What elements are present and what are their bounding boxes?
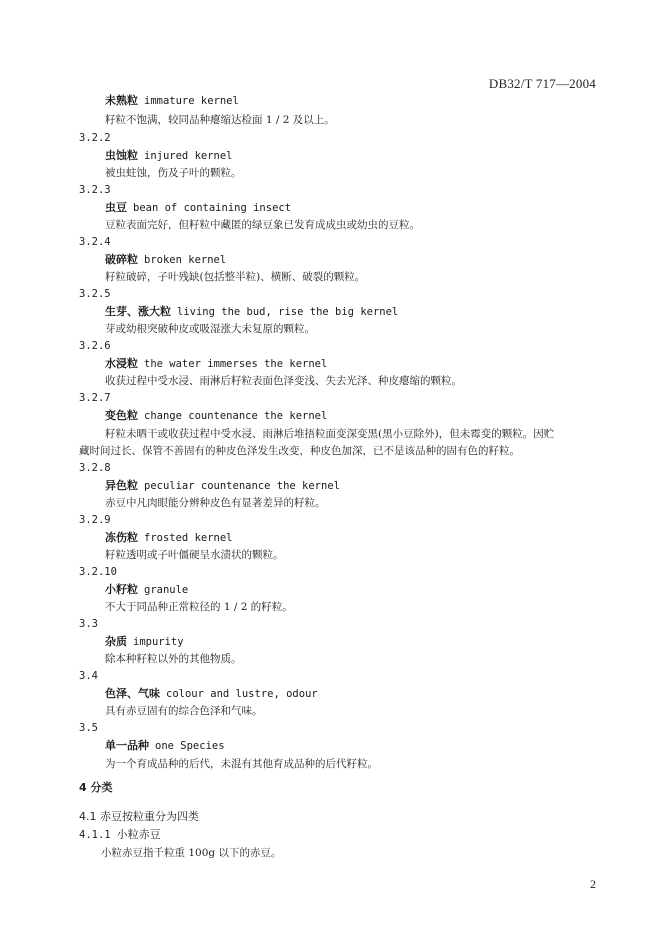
term-definition-continued: 藏时间过长、保管不善固有的种皮色泽发生改变，种皮色加深，已不是该品种的固有色的籽粒。 — [79, 445, 520, 457]
subsubsection-definition: 小粒赤豆指千粒重 100g 以下的赤豆。 — [101, 847, 282, 859]
page-number: 2 — [590, 877, 596, 891]
term-en: immature kernel — [144, 95, 239, 107]
clause-number: 3.2.10 — [79, 566, 117, 578]
clause-number: 3.2.3 — [79, 184, 111, 196]
term-definition: 芽或幼根突破种皮或吸湿涨大未复原的颗粒。 — [105, 323, 315, 335]
term-en: one Species — [155, 740, 225, 752]
term-en: granule — [144, 584, 189, 596]
clause-number: 3.3 — [79, 618, 98, 630]
clause-number: 3.5 — [79, 722, 98, 734]
term-line — [105, 531, 233, 545]
term-zh: 冻伤粒 — [105, 531, 138, 544]
term-zh: 杂质 — [105, 635, 127, 648]
term-en: peculiar countenance the kernel — [144, 480, 340, 492]
term-line — [105, 479, 340, 493]
term-definition: 为一个育成品种的后代，未混有其他育成品种的后代籽粒。 — [105, 758, 378, 770]
document-code: DB32/T 717—2004 — [488, 76, 596, 91]
clause-number: 3.2.4 — [79, 236, 111, 248]
term-line — [105, 305, 398, 319]
term-zh: 变色粒 — [105, 409, 138, 422]
term-line — [105, 635, 184, 649]
subsubsection-title: 小粒赤豆 — [116, 828, 161, 841]
term-line — [105, 583, 188, 597]
term-en: injured kernel — [144, 150, 233, 162]
term-definition: 赤豆中凡肉眼能分辨种皮色有显著差异的籽粒。 — [105, 497, 326, 509]
term-line — [105, 94, 239, 108]
clause-number: 3.2.6 — [79, 340, 111, 352]
section-heading: 4 分类 — [79, 781, 113, 794]
term-zh: 虫豆 — [105, 201, 127, 214]
term-definition: 具有赤豆固有的综合色泽和气味。 — [105, 705, 263, 717]
term-line — [105, 253, 226, 267]
clause-number: 3.2.7 — [79, 392, 111, 404]
term-line — [105, 201, 291, 215]
term-definition: 籽粒不饱满，较同品种瘪缩达检面 1 / 2 及以上。 — [105, 114, 335, 126]
term-en: change countenance the kernel — [144, 410, 328, 422]
term-zh: 小籽粒 — [105, 583, 138, 596]
subsubsection-heading — [79, 828, 161, 842]
term-definition: 不大于同品种正常粒径的 1 / 2 的籽粒。 — [105, 601, 293, 613]
clause-number: 3.2.2 — [79, 132, 111, 144]
clause-number: 3.2.9 — [79, 514, 111, 526]
term-zh: 虫蚀粒 — [105, 149, 138, 162]
term-en: the water immerses the kernel — [144, 358, 328, 370]
clause-number: 4.1.1 — [79, 829, 111, 841]
term-line — [105, 409, 327, 423]
clause-number: 3.4 — [79, 670, 98, 682]
term-zh: 生芽、涨大粒 — [105, 305, 171, 318]
term-definition: 收获过程中受水浸、雨淋后籽粒表面色泽变浅、失去光泽、种皮瘪缩的颗粒。 — [105, 375, 462, 387]
subsection-heading: 4.1 赤豆按粒重分为四类 — [79, 810, 199, 823]
term-zh: 水浸粒 — [105, 357, 138, 370]
term-en: frosted kernel — [144, 532, 233, 544]
term-line — [105, 687, 318, 701]
term-definition: 籽粒透明或子叶僵硬呈水渍状的颗粒。 — [105, 549, 284, 561]
term-definition: 籽粒未晒干或收获过程中受水浸、雨淋后堆捂粒面变深变黑(黑小豆除外)，但未霉变的颗粒。因贮 — [105, 428, 555, 440]
term-en: bean of containing insect — [133, 202, 292, 214]
clause-number: 3.2.8 — [79, 462, 111, 474]
term-line — [105, 357, 327, 371]
term-en: broken kernel — [144, 254, 227, 266]
term-en: living the bud, rise the big kernel — [177, 306, 399, 318]
term-definition: 豆粒表面完好，但籽粒中藏匿的绿豆象已发育成成虫或幼虫的豆粒。 — [105, 219, 420, 231]
term-zh: 异色粒 — [105, 479, 138, 492]
term-en: impurity — [133, 636, 184, 648]
term-zh: 单一品种 — [105, 739, 149, 752]
term-en: colour and lustre, odour — [166, 688, 318, 700]
term-line — [105, 739, 225, 753]
term-zh: 未熟粒 — [105, 94, 138, 107]
term-line — [105, 149, 233, 163]
term-zh: 破碎粒 — [105, 253, 138, 266]
term-definition: 籽粒破碎，子叶残缺(包括整半粒)、横断、破裂的颗粒。 — [105, 271, 366, 283]
term-definition: 除本种籽粒以外的其他物质。 — [105, 653, 242, 665]
clause-number: 3.2.5 — [79, 288, 111, 300]
term-zh: 色泽、气味 — [105, 687, 160, 700]
term-definition: 被虫蛀蚀，伤及子叶的颗粒。 — [105, 167, 242, 179]
